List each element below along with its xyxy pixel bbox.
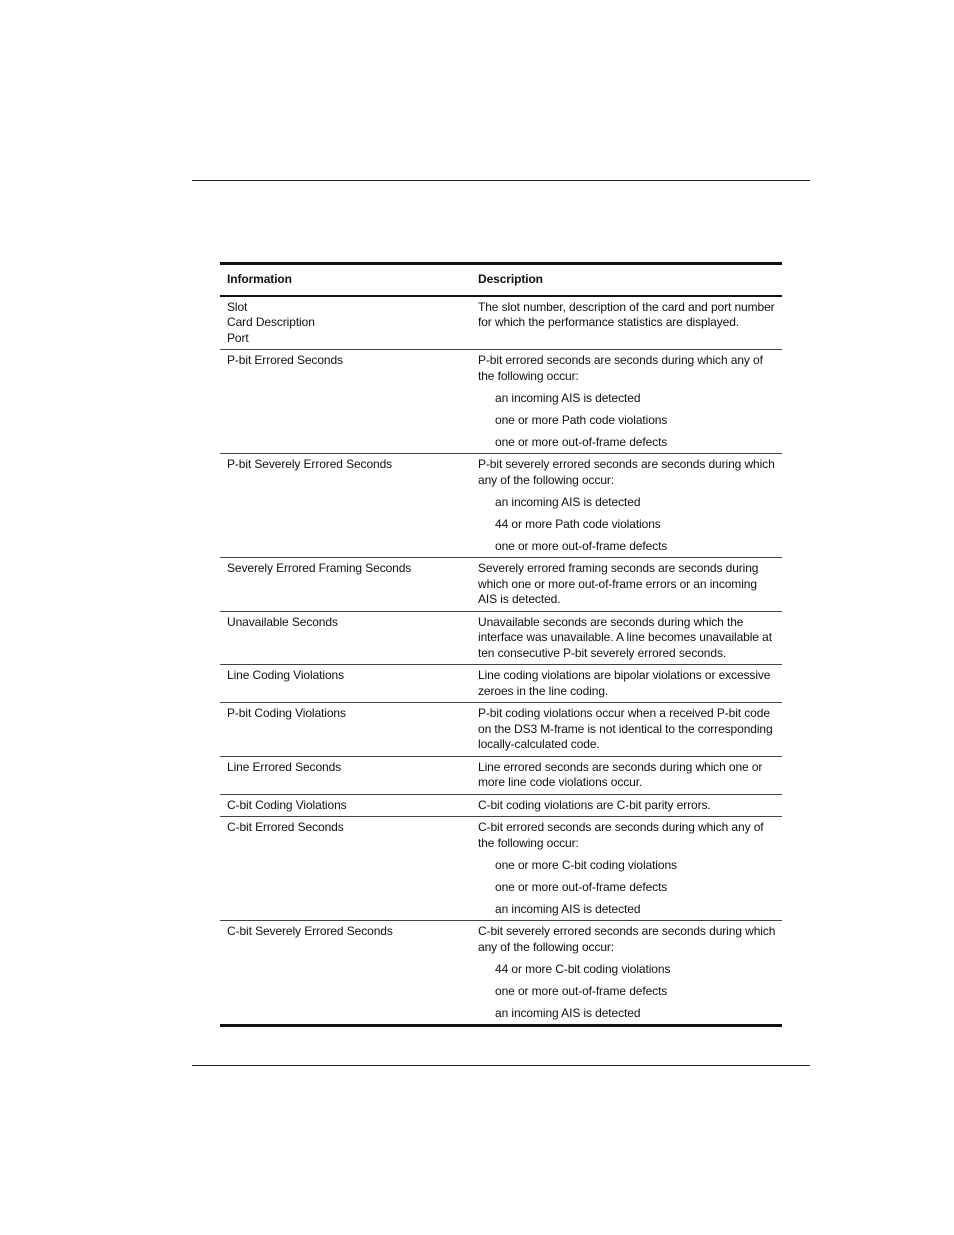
description-text: Line coding violations are bipolar violations or excessive zeroes in the line coding. [478,668,771,698]
description-text: C-bit severely errored seconds are seconds during which any of the following occur: [478,924,776,954]
description-text: The slot number, description of the card and port number for which the performance statistics are displayed. [478,299,775,329]
information-cell [220,350,471,454]
condition-item: an incoming AIS is detected [495,1005,641,1020]
information-label: C-bit Coding Violations [227,797,347,812]
condition-list [478,858,776,918]
description-cell [471,296,782,350]
information-label: Slot [227,299,248,314]
information-cell [220,611,471,665]
description-cell [471,817,782,921]
description-text: C-bit coding violations are C-bit parity errors. [478,797,711,812]
footer-rule [192,1065,810,1066]
information-label: Port [227,330,249,345]
description-text: Line errored seconds are seconds during which one or more line code violations occur. [478,759,763,789]
information-label: Severely Errored Framing Seconds [227,561,412,575]
information-label: Line Errored Seconds [227,759,342,774]
performance-statistics-table [220,262,782,1027]
statistics-table [220,265,782,1024]
condition-list [478,391,776,451]
information-label: Card Description [227,315,315,329]
description-cell [471,558,782,612]
condition-item: one or more C-bit coding violations [495,857,677,872]
condition-item: 44 or more C-bit coding violations [495,961,671,976]
information-label: P-bit Severely Errored Seconds [227,457,393,471]
table-row [220,350,782,454]
information-cell [220,296,471,350]
table-row [220,756,782,794]
information-label: Unavailable Seconds [227,614,338,629]
description-cell [471,921,782,1025]
condition-item: an incoming AIS is detected [495,390,641,405]
condition-item: an incoming AIS is detected [495,494,641,509]
table-row [220,703,782,757]
table-row [220,296,782,350]
information-cell [220,921,471,1025]
description-cell [471,454,782,558]
table-row [220,558,782,612]
description-cell [471,350,782,454]
table-row [220,921,782,1025]
table-row [220,817,782,921]
description-text: P-bit errored seconds are seconds during which any of the following occur: [478,353,763,383]
condition-item: an incoming AIS is detected [495,901,641,916]
description-text: P-bit coding violations occur when a received P-bit code on the DS3 M-frame is not identical to the corresponding locally-calculated code. [478,706,773,751]
table-row [220,794,782,817]
description-cell [471,703,782,757]
table-row [220,454,782,558]
description-text: C-bit errored seconds are seconds during which any of the following occur: [478,820,764,850]
condition-item: 44 or more Path code violations [495,516,661,531]
information-label: C-bit Severely Errored Seconds [227,924,393,938]
information-cell [220,703,471,757]
column-header-information: Information [220,265,471,296]
table-row [220,611,782,665]
description-cell [471,611,782,665]
description-text: Unavailable seconds are seconds during which the interface was unavailable. A line becomes unavailable at ten consecutive P-bit severely errored seconds. [478,614,772,660]
information-cell [220,794,471,817]
condition-item: one or more out-of-frame defects [495,538,668,553]
information-label: P-bit Coding Violations [227,706,346,720]
condition-list [478,495,776,555]
information-cell [220,558,471,612]
description-cell [471,665,782,703]
description-cell [471,794,782,817]
table-row [220,665,782,703]
condition-item: one or more out-of-frame defects [495,879,668,894]
column-header-description: Description [471,265,782,296]
description-cell [471,756,782,794]
description-text: Severely errored framing seconds are seconds during which one or more out-of-frame errors or an incoming AIS is detected. [478,561,759,606]
header-rule [192,180,810,181]
information-cell [220,817,471,921]
table-body [220,296,782,1025]
information-cell [220,756,471,794]
condition-item: one or more out-of-frame defects [495,434,668,449]
information-cell [220,665,471,703]
condition-item: one or more out-of-frame defects [495,983,668,998]
information-cell [220,454,471,558]
information-label: Line Coding Violations [227,668,344,682]
table-header-row [220,265,782,296]
condition-list [478,962,776,1022]
description-text: P-bit severely errored seconds are seconds during which any of the following occur: [478,457,775,487]
information-label: P-bit Errored Seconds [227,353,343,367]
condition-item: one or more Path code violations [495,412,668,427]
information-label: C-bit Errored Seconds [227,820,344,834]
